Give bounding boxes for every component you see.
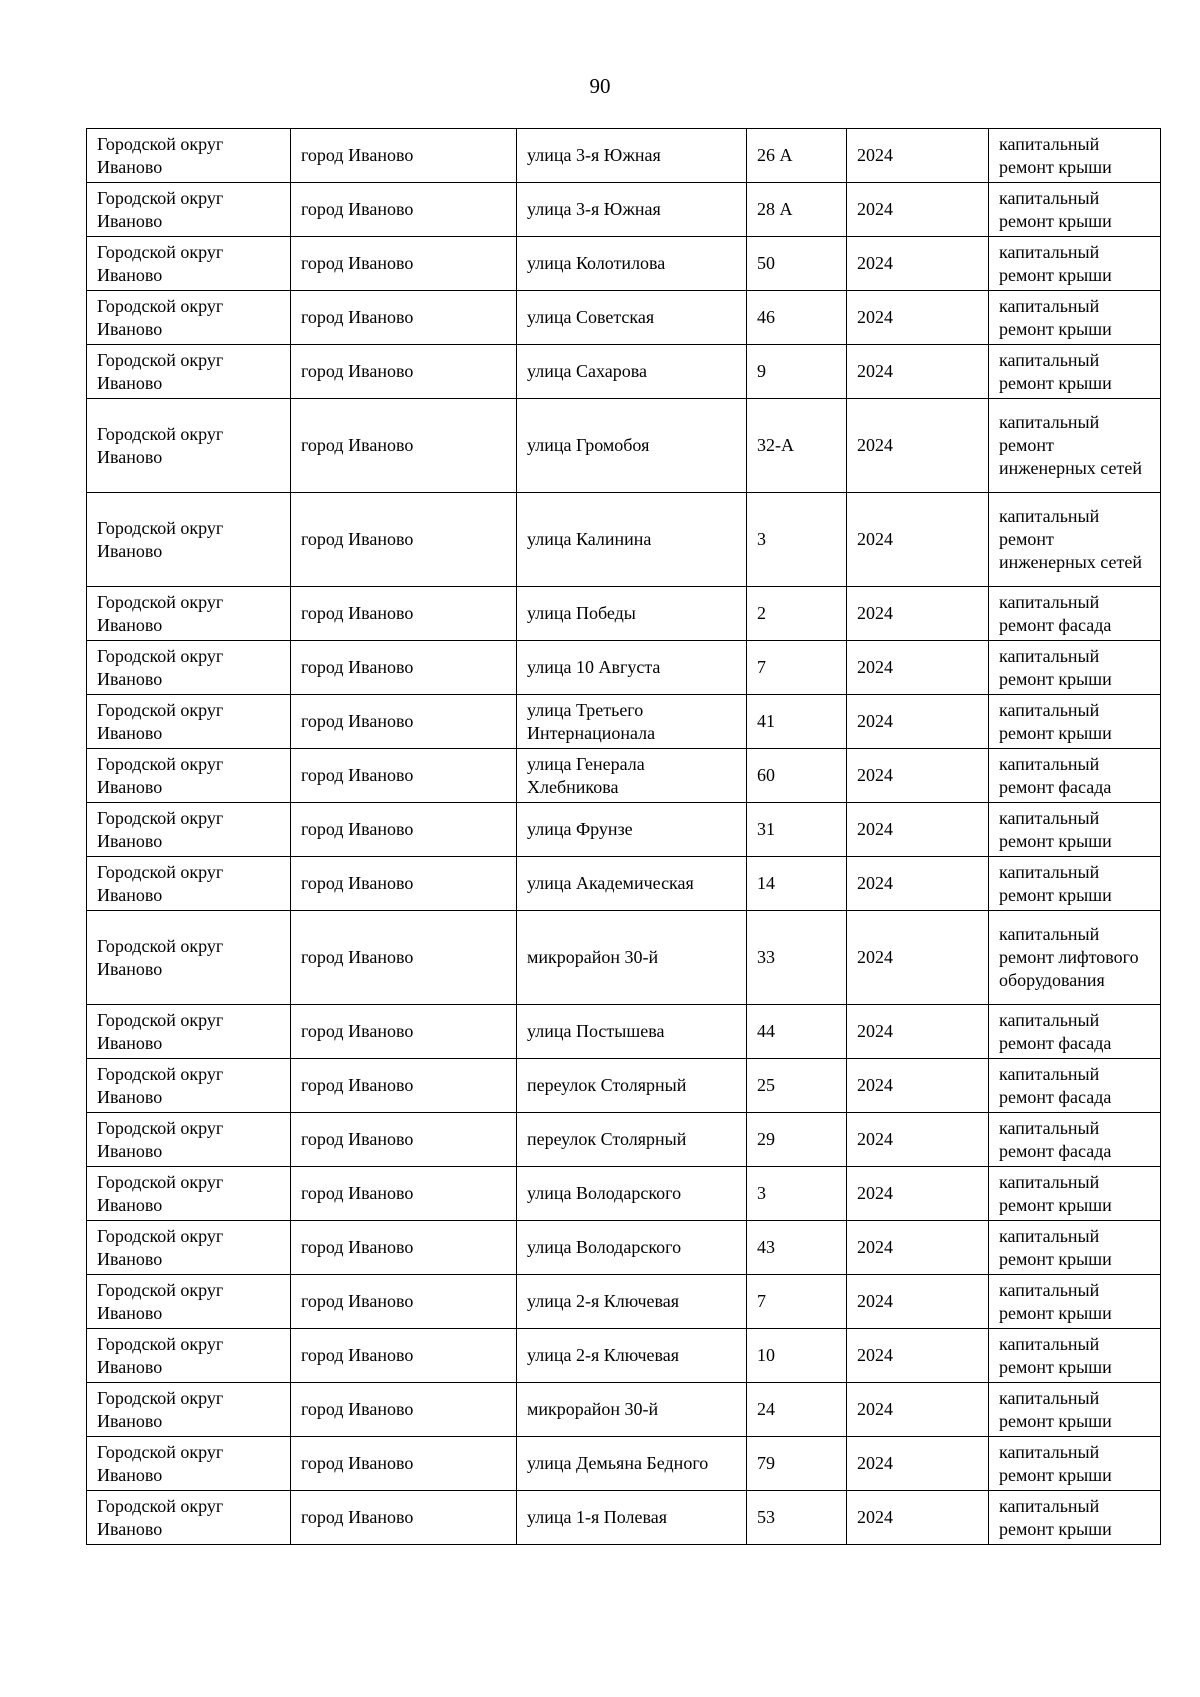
work-type-cell: капитальный ремонт крыши	[989, 129, 1161, 183]
locality-cell: город Иваново	[291, 857, 517, 911]
house-number-cell: 28 А	[747, 183, 847, 237]
house-number-cell: 3	[747, 493, 847, 587]
year-cell: 2024	[847, 641, 989, 695]
house-number-cell: 9	[747, 345, 847, 399]
table-row	[87, 1059, 1161, 1113]
street-cell: улица Академическая	[517, 857, 747, 911]
street-cell: улица 3-я Южная	[517, 129, 747, 183]
locality-cell: город Иваново	[291, 129, 517, 183]
table-row	[87, 1113, 1161, 1167]
street-cell: улица Калинина	[517, 493, 747, 587]
work-type-cell: капитальный ремонт фасада	[989, 1005, 1161, 1059]
locality-cell: город Иваново	[291, 493, 517, 587]
street-cell: улица 2-я Ключевая	[517, 1329, 747, 1383]
year-cell: 2024	[847, 1113, 989, 1167]
district-cell: Городской округ Иваново	[87, 1491, 291, 1545]
house-number-cell: 26 А	[747, 129, 847, 183]
street-cell: улица Громобоя	[517, 399, 747, 493]
year-cell: 2024	[847, 1329, 989, 1383]
work-type-cell: капитальный ремонт крыши	[989, 1329, 1161, 1383]
house-number-cell: 50	[747, 237, 847, 291]
table-row	[87, 803, 1161, 857]
house-number-cell: 33	[747, 911, 847, 1005]
district-cell: Городской округ Иваново	[87, 911, 291, 1005]
street-cell: улица Колотилова	[517, 237, 747, 291]
locality-cell: город Иваново	[291, 1221, 517, 1275]
house-number-cell: 2	[747, 587, 847, 641]
year-cell: 2024	[847, 1437, 989, 1491]
year-cell: 2024	[847, 1167, 989, 1221]
locality-cell: город Иваново	[291, 1383, 517, 1437]
street-cell: улица Сахарова	[517, 345, 747, 399]
district-cell: Городской округ Иваново	[87, 237, 291, 291]
street-cell: улица Володарского	[517, 1167, 747, 1221]
district-cell: Городской округ Иваново	[87, 803, 291, 857]
year-cell: 2024	[847, 1491, 989, 1545]
house-number-cell: 60	[747, 749, 847, 803]
table-row	[87, 749, 1161, 803]
house-number-cell: 43	[747, 1221, 847, 1275]
work-type-cell: капитальный ремонт инженерных сетей	[989, 493, 1161, 587]
year-cell: 2024	[847, 1275, 989, 1329]
street-cell: улица 1-я Полевая	[517, 1491, 747, 1545]
locality-cell: город Иваново	[291, 1059, 517, 1113]
work-type-cell: капитальный ремонт фасада	[989, 1113, 1161, 1167]
table-row	[87, 183, 1161, 237]
house-number-cell: 7	[747, 641, 847, 695]
locality-cell: город Иваново	[291, 695, 517, 749]
house-number-cell: 29	[747, 1113, 847, 1167]
year-cell: 2024	[847, 803, 989, 857]
street-cell: улица Третьего Интернационала	[517, 695, 747, 749]
locality-cell: город Иваново	[291, 1113, 517, 1167]
district-cell: Городской округ Иваново	[87, 129, 291, 183]
district-cell: Городской округ Иваново	[87, 587, 291, 641]
district-cell: Городской округ Иваново	[87, 1113, 291, 1167]
year-cell: 2024	[847, 1383, 989, 1437]
page-number: 90	[589, 74, 611, 98]
year-cell: 2024	[847, 911, 989, 1005]
district-cell: Городской округ Иваново	[87, 1329, 291, 1383]
year-cell: 2024	[847, 345, 989, 399]
work-type-cell: капитальный ремонт фасада	[989, 1059, 1161, 1113]
work-type-cell: капитальный ремонт фасада	[989, 587, 1161, 641]
district-cell: Городской округ Иваново	[87, 695, 291, 749]
work-type-cell: капитальный ремонт крыши	[989, 857, 1161, 911]
year-cell: 2024	[847, 129, 989, 183]
street-cell: переулок Столярный	[517, 1059, 747, 1113]
district-cell: Городской округ Иваново	[87, 641, 291, 695]
locality-cell: город Иваново	[291, 1167, 517, 1221]
work-type-cell: капитальный ремонт крыши	[989, 291, 1161, 345]
work-type-cell: капитальный ремонт крыши	[989, 1383, 1161, 1437]
house-number-cell: 10	[747, 1329, 847, 1383]
work-type-cell: капитальный ремонт крыши	[989, 345, 1161, 399]
year-cell: 2024	[847, 237, 989, 291]
street-cell: улица Володарского	[517, 1221, 747, 1275]
locality-cell: город Иваново	[291, 1437, 517, 1491]
year-cell: 2024	[847, 291, 989, 345]
district-cell: Городской округ Иваново	[87, 1275, 291, 1329]
work-type-cell: капитальный ремонт лифтового оборудования	[989, 911, 1161, 1005]
house-number-cell: 31	[747, 803, 847, 857]
table-row	[87, 493, 1161, 587]
house-number-cell: 14	[747, 857, 847, 911]
work-type-cell: капитальный ремонт инженерных сетей	[989, 399, 1161, 493]
district-cell: Городской округ Иваново	[87, 1437, 291, 1491]
district-cell: Городской округ Иваново	[87, 493, 291, 587]
year-cell: 2024	[847, 695, 989, 749]
district-cell: Городской округ Иваново	[87, 183, 291, 237]
house-number-cell: 79	[747, 1437, 847, 1491]
street-cell: улица Победы	[517, 587, 747, 641]
year-cell: 2024	[847, 857, 989, 911]
street-cell: микрорайон 30-й	[517, 1383, 747, 1437]
district-cell: Городской округ Иваново	[87, 857, 291, 911]
district-cell: Городской округ Иваново	[87, 399, 291, 493]
district-cell: Городской округ Иваново	[87, 1383, 291, 1437]
work-type-cell: капитальный ремонт крыши	[989, 1221, 1161, 1275]
table-row	[87, 1491, 1161, 1545]
year-cell: 2024	[847, 399, 989, 493]
table-row	[87, 1329, 1161, 1383]
table-row	[87, 291, 1161, 345]
district-cell: Городской округ Иваново	[87, 1167, 291, 1221]
table-row	[87, 1437, 1161, 1491]
table-row	[87, 1275, 1161, 1329]
table-row	[87, 1167, 1161, 1221]
street-cell: улица 3-я Южная	[517, 183, 747, 237]
locality-cell: город Иваново	[291, 587, 517, 641]
house-number-cell: 32-А	[747, 399, 847, 493]
locality-cell: город Иваново	[291, 237, 517, 291]
street-cell: переулок Столярный	[517, 1113, 747, 1167]
table-row	[87, 1383, 1161, 1437]
house-number-cell: 41	[747, 695, 847, 749]
table-row	[87, 237, 1161, 291]
house-number-cell: 46	[747, 291, 847, 345]
house-number-cell: 25	[747, 1059, 847, 1113]
district-cell: Городской округ Иваново	[87, 345, 291, 399]
street-cell: улица 2-я Ключевая	[517, 1275, 747, 1329]
table-row	[87, 1221, 1161, 1275]
locality-cell: город Иваново	[291, 399, 517, 493]
locality-cell: город Иваново	[291, 1275, 517, 1329]
house-number-cell: 44	[747, 1005, 847, 1059]
work-type-cell: капитальный ремонт фасада	[989, 749, 1161, 803]
year-cell: 2024	[847, 1005, 989, 1059]
repair-schedule-table	[86, 128, 1161, 1545]
house-number-cell: 7	[747, 1275, 847, 1329]
table-row	[87, 587, 1161, 641]
district-cell: Городской округ Иваново	[87, 1005, 291, 1059]
table-row	[87, 641, 1161, 695]
work-type-cell: капитальный ремонт крыши	[989, 1167, 1161, 1221]
locality-cell: город Иваново	[291, 1491, 517, 1545]
table-row	[87, 911, 1161, 1005]
year-cell: 2024	[847, 1059, 989, 1113]
year-cell: 2024	[847, 1221, 989, 1275]
locality-cell: город Иваново	[291, 291, 517, 345]
locality-cell: город Иваново	[291, 1005, 517, 1059]
house-number-cell: 3	[747, 1167, 847, 1221]
locality-cell: город Иваново	[291, 803, 517, 857]
locality-cell: город Иваново	[291, 911, 517, 1005]
table-row	[87, 857, 1161, 911]
street-cell: улица Генерала Хлебникова	[517, 749, 747, 803]
table-row	[87, 1005, 1161, 1059]
table-row	[87, 399, 1161, 493]
year-cell: 2024	[847, 183, 989, 237]
street-cell: улица Советская	[517, 291, 747, 345]
house-number-cell: 24	[747, 1383, 847, 1437]
year-cell: 2024	[847, 493, 989, 587]
work-type-cell: капитальный ремонт крыши	[989, 803, 1161, 857]
district-cell: Городской округ Иваново	[87, 1221, 291, 1275]
table-row	[87, 695, 1161, 749]
table-row	[87, 345, 1161, 399]
locality-cell: город Иваново	[291, 345, 517, 399]
work-type-cell: капитальный ремонт крыши	[989, 695, 1161, 749]
work-type-cell: капитальный ремонт крыши	[989, 1491, 1161, 1545]
district-cell: Городской округ Иваново	[87, 749, 291, 803]
street-cell: микрорайон 30-й	[517, 911, 747, 1005]
work-type-cell: капитальный ремонт крыши	[989, 183, 1161, 237]
locality-cell: город Иваново	[291, 641, 517, 695]
district-cell: Городской округ Иваново	[87, 291, 291, 345]
table-row	[87, 129, 1161, 183]
locality-cell: город Иваново	[291, 749, 517, 803]
street-cell: улица Постышева	[517, 1005, 747, 1059]
work-type-cell: капитальный ремонт крыши	[989, 1275, 1161, 1329]
street-cell: улица 10 Августа	[517, 641, 747, 695]
work-type-cell: капитальный ремонт крыши	[989, 237, 1161, 291]
work-type-cell: капитальный ремонт крыши	[989, 1437, 1161, 1491]
work-type-cell: капитальный ремонт крыши	[989, 641, 1161, 695]
district-cell: Городской округ Иваново	[87, 1059, 291, 1113]
house-number-cell: 53	[747, 1491, 847, 1545]
locality-cell: город Иваново	[291, 1329, 517, 1383]
street-cell: улица Фрунзе	[517, 803, 747, 857]
year-cell: 2024	[847, 749, 989, 803]
street-cell: улица Демьяна Бедного	[517, 1437, 747, 1491]
table-body	[87, 129, 1161, 1545]
locality-cell: город Иваново	[291, 183, 517, 237]
year-cell: 2024	[847, 587, 989, 641]
